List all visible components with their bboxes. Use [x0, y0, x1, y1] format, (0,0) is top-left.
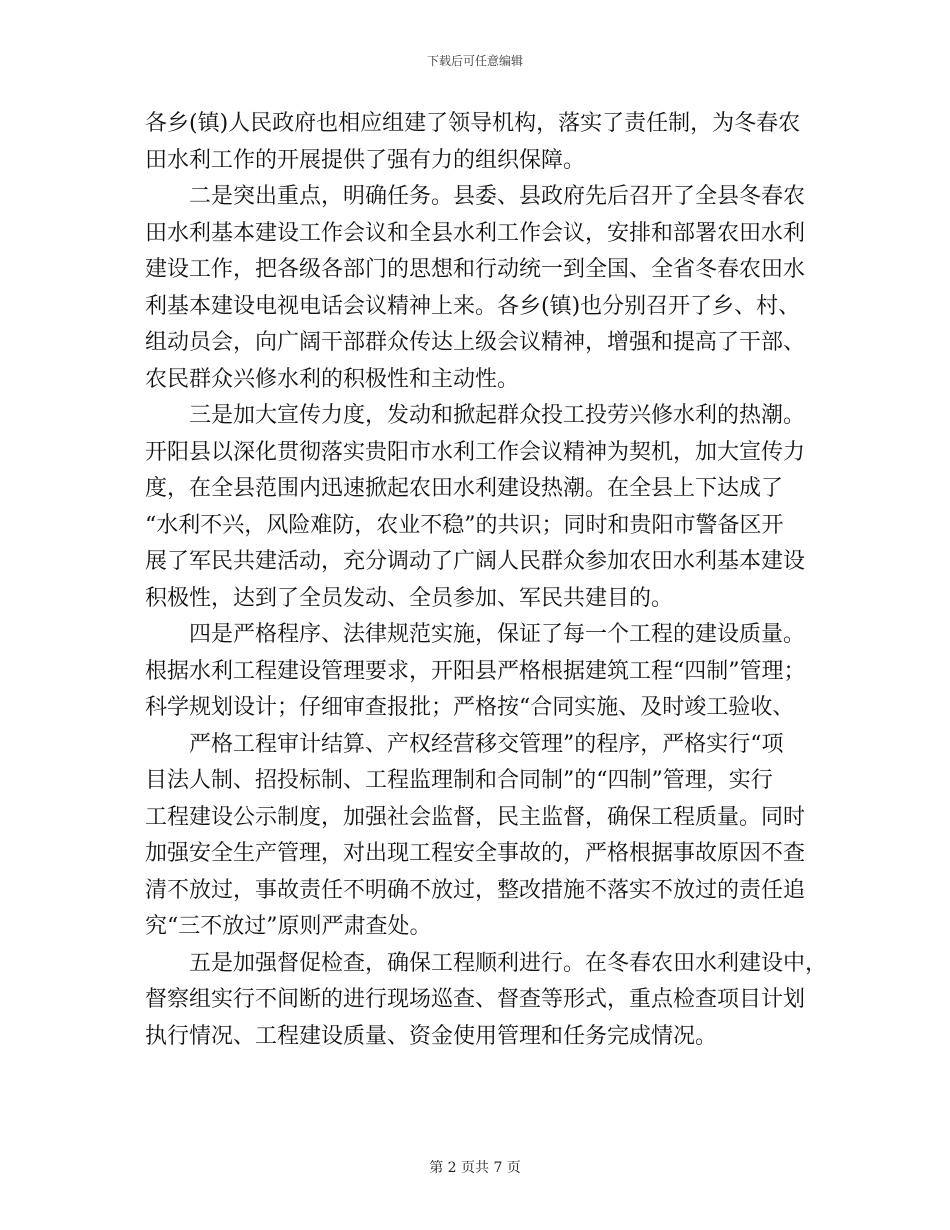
text-line: 各乡(镇)人民政府也相应组建了领导机构，落实了责任制，为冬春农	[145, 111, 801, 136]
text-line: 加强安全生产管理，对出现工程安全事故的，严格根据事故原因不查	[145, 841, 806, 866]
text-line: 四是严格程序、法律规范实施，保证了每一个工程的建设质量。	[189, 622, 806, 647]
text-line: 科学规划设计；仔细审查报批；严格按“合同实施、及时竣工验收、	[145, 695, 795, 720]
text-line: 农民群众兴修水利的积极性和主动性。	[145, 366, 520, 392]
text-line: “水利不兴，风险难防，农业不稳”的共识；同时和贵阳市警备区开	[145, 512, 784, 538]
text-line: 究“三不放过”原则严肃查处。	[145, 914, 432, 939]
page-footer: 第 2 页共 7 页	[429, 1160, 521, 1176]
text-line: 根据水利工程建设管理要求，开阳县严格根据建筑工程“四制”管理；	[145, 658, 806, 684]
document-body	[145, 106, 828, 1055]
text-line: 工程建设公示制度，加强社会监督，民主监督，确保工程质量。同时	[145, 804, 806, 830]
text-line: 严格工程审计结算、产权经营移交管理”的程序，严格实行“项	[189, 731, 784, 757]
text-line: 度，在全县范围内迅速掀起农田水利建设热潮。在全县上下达成了	[145, 476, 784, 501]
page-header: 下载后可任意编辑	[426, 54, 523, 68]
text-line: 积极性，达到了全员发动、全员参加、军民共建目的。	[145, 585, 674, 611]
text-line: 建设工作，把各级各部门的思想和行动统一到全国、全省冬春农田水	[145, 257, 806, 282]
text-line: 组动员会，向广阔干部群众传达上级会议精神，增强和提高了干部、	[145, 330, 806, 355]
text-line: 清不放过，事故责任不明确不放过，整改措施不落实不放过的责任追	[145, 877, 806, 903]
text-line: 三是加大宣传力度，发动和掀起群众投工投劳兴修水利的热潮。	[189, 403, 806, 428]
text-line: 田水利工作的开展提供了强有力的组织保障。	[145, 147, 586, 173]
text-line: 目法人制、招投标制、工程监理制和合同制”的“四制”管理，实行	[145, 768, 773, 793]
text-line: 督察组实行不间断的进行现场巡查、督查等形式，重点检查项目计划	[145, 987, 806, 1012]
text-line: 二是突出重点，明确任务。县委、县政府先后召开了全县冬春农	[189, 184, 806, 209]
text-line: 五是加强督促检查，确保工程顺利进行。在冬春农田水利建设中，	[189, 950, 828, 976]
text-line: 执行情况、工程建设质量、资金使用管理和任务完成情况。	[145, 1023, 718, 1049]
text-line: 展了军民共建活动，充分调动了广阔人民群众参加农田水利基本建设	[145, 549, 806, 574]
text-line: 利基本建设电视电话会议精神上来。各乡(镇)也分别召开了乡、村、	[145, 293, 801, 319]
text-line: 开阳县以深化贯彻落实贵阳市水利工作会议精神为契机，加大宣传力	[145, 439, 806, 465]
text-line: 田水利基本建设工作会议和全县水利工作会议，安排和部署农田水利	[145, 220, 806, 246]
